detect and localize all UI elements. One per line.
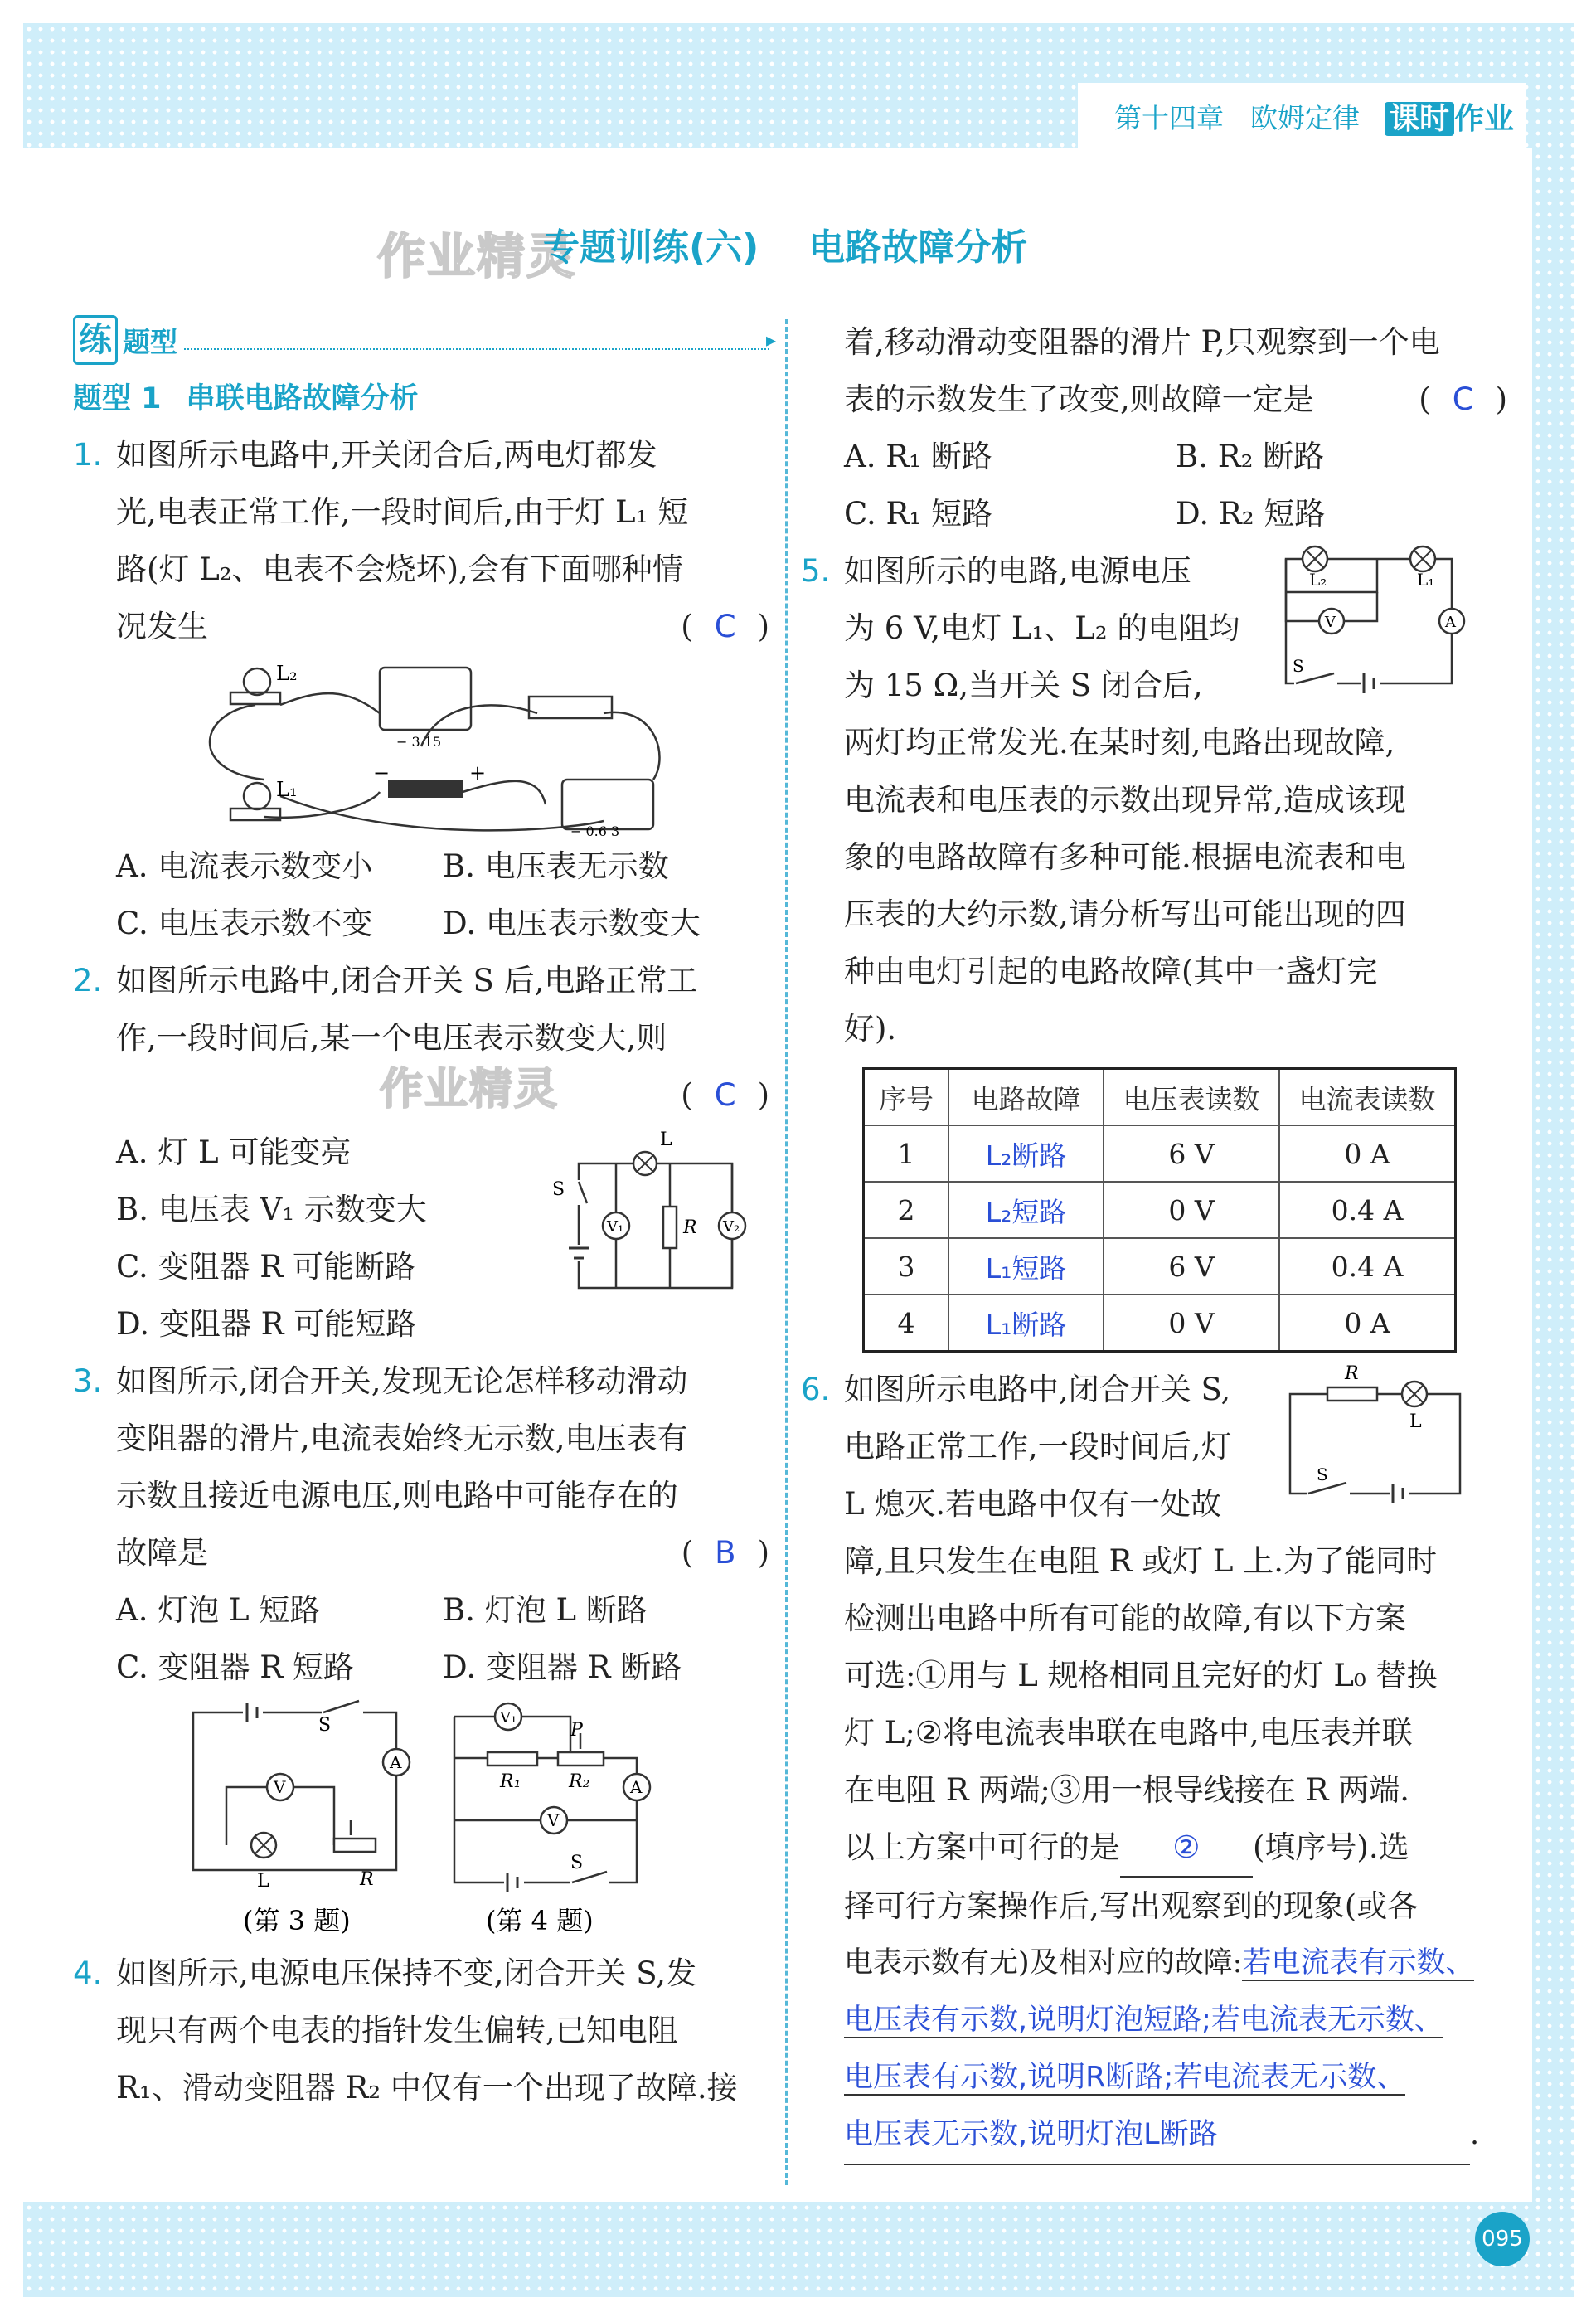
q2-figure: [537, 1130, 761, 1304]
column-divider: [785, 319, 788, 2185]
svg-text:R: R: [1345, 1363, 1359, 1384]
type1-heading: 题型 1 串联电路故障分析: [73, 382, 419, 415]
svg-text:L₂: L₂: [1309, 570, 1327, 590]
svg-text:V: V: [547, 1810, 560, 1830]
svg-text:R: R: [683, 1217, 697, 1238]
answer-1: C: [714, 609, 736, 644]
svg-text:S: S: [570, 1853, 584, 1873]
question-4: 4. 如图所示,电源电压保持不变,闭合开关 S,发 现只有两个电表的指针发生偏转,已知电阻 R₁、滑动变阻器 R₂ 中仅有一个出现了故障.接: [73, 1955, 738, 2106]
svg-text:− 0.6 3: − 0.6 3: [570, 823, 620, 838]
q5-figure: [1261, 542, 1468, 708]
running-header: [1078, 83, 1526, 149]
answer-6-blank: ②: [1172, 1829, 1201, 1865]
svg-text:V₁: V₁: [607, 1218, 624, 1236]
question-6: 6. 如图所示电路中,闭合开关 S, 电路正常工作,一段时间后,灯 L 熄灭.若电路中仅有一处故 R L S 障,且只发生在电阻 R 或灯 L 上.为了能同时 检测出电路中所有可能的故障,有以下方案 可选:①用与 L 规格相同且完好的灯 L₀ 替换 灯 L;②将电流表串联在电路中,电压表并联 在电阻 R 两端;③用一根导线接在 R 两端. 以上方案中可行的是 ② (填序号).选 择可行方案操作后,写出观察到的现象(或各 电表示数有无)及相对应的故障:若电流表有示数、 电压表有示数,说明灯泡短路;若电流表无示数、 电压表有示数,说明R断路;若电流表无示数、 电压表无示数,说明灯泡L断路 .: [801, 1361, 1507, 2165]
svg-text:A: A: [390, 1752, 402, 1772]
svg-text:R₁: R₁: [500, 1771, 521, 1792]
table-row: 4 L₁断路 0 V 0 A: [864, 1295, 1456, 1352]
fault-table: 序号 电路故障 电压表读数 电流表读数 1 L₂断路 6 V 0 A 2 L₂短路 0 V 0.4 A 3 L₁短路 6 V 0.4 A 4 L₁断路 0 V 0 A: [862, 1067, 1457, 1353]
svg-text:S: S: [1317, 1465, 1328, 1484]
svg-text:R: R: [360, 1869, 374, 1890]
svg-text:−: −: [373, 761, 391, 785]
page-title: 专题训练(六) 电路故障分析: [543, 226, 1028, 269]
chapter-label: 第十四章: [1113, 101, 1224, 134]
question-1: 1. 如图所示电路中,开关闭合后,两电灯都发 光,电表正常工作,一段时间后,由于灯 L₁ 短 路(灯 L₂、电表不会烧坏),会有下面哪种情 况发生 ( C ) L₂ L₁ − + − 3 15 − 0.6 3 A. 电流表示数变小 B. 电压表无示数 C. 电压表示数不变 D. 电压表示数变大: [73, 437, 769, 941]
q6-figure: [1273, 1361, 1472, 1518]
bottom-decor-band: [23, 2202, 1574, 2297]
svg-text:V₁: V₁: [500, 1709, 517, 1727]
question-5: 5. 如图所示的电路,电源电压 为 6 V,电灯 L₁、L₂ 的电阻均 为 15 Ω,当开关 S 闭合后, L₂ L₁ V A S 两灯均正常发光.在某时刻,电路出现故障, 电流表和电压表的示数出现异常,造成该现 象的电路故障有多种可能.根据电流表和电 压表的大约示数,请分析写出可能出现的四 种由电灯引起的电路故障(其中一盏灯完 好). 序号 电路故障 电压表读数 电流表读数 1 L₂断路 6 V 0 A 2 L₂短路 0 V 0.4 A 3 L₁短路 6 V 0.4 A 4 L₁断路 0 V 0 A: [801, 542, 1507, 1353]
svg-text:L: L: [257, 1871, 269, 1892]
answer-4: C: [1452, 381, 1474, 417]
watermark: 作业精灵: [380, 1065, 560, 1115]
svg-text:V₂: V₂: [723, 1218, 740, 1236]
svg-text:(第 4 题): (第 4 题): [486, 1905, 594, 1936]
svg-text:V: V: [274, 1777, 286, 1797]
right-column: [801, 313, 1507, 2165]
svg-text:L: L: [1409, 1411, 1422, 1432]
svg-text:V: V: [1325, 614, 1336, 631]
table-row: 3 L₁短路 6 V 0.4 A: [864, 1238, 1456, 1295]
svg-text:(第 3 题): (第 3 题): [243, 1905, 351, 1936]
svg-text:P: P: [570, 1720, 583, 1741]
svg-text:− 3 15: − 3 15: [396, 734, 442, 750]
question-3: 3. 如图所示,闭合开关,发现无论怎样移动滑动 变阻器的滑片,电流表始终无示数,电压表有 示数且接近电源电压,则电路中可能存在的 故障是 ( B ) A. 灯泡 L 短路 B. 灯泡 L 断路 C. 变阻器 R 短路 D. 变阻器 R 断路 S A V L R (第 3 题) V₁ P R₁ R₂ A V S (第 4 题): [73, 1353, 769, 1945]
svg-text:A: A: [630, 1777, 643, 1797]
question-2: 2. 如图所示电路中,闭合开关 S 后,电路正常工 作,一段时间后,某一个电压表示数变大,则 作业精灵 ( C ) A. 灯 L 可能变亮 B. 电压表 V₁ 示数变大 C. 变阻器 R 可能断路 D. 变阻器 R 可能短路 S L R V₁ V₂: [73, 963, 769, 1342]
svg-text:+: +: [469, 761, 487, 785]
svg-text:L₂: L₂: [276, 662, 298, 685]
svg-text:L₁: L₁: [276, 778, 298, 801]
svg-text:L: L: [660, 1130, 672, 1150]
right-decor-band: [1532, 23, 1574, 2287]
svg-text:R₂: R₂: [569, 1771, 590, 1792]
svg-text:S: S: [552, 1179, 565, 1200]
svg-text:L₁: L₁: [1417, 570, 1435, 590]
q3-q4-figures: [73, 1696, 769, 1945]
question-4-cont: 着,移动滑动变阻器的滑片 P,只观察到一个电 表的示数发生了改变,则故障一定是 ( C ) A. R₁ 断路 B. R₂ 断路 C. R₁ 短路 D. R₂ 短路: [844, 324, 1507, 532]
answer-2: C: [714, 1077, 736, 1113]
watermark: 作业精灵: [377, 228, 577, 284]
section-header: 练 题型 ▸: [73, 308, 769, 372]
brand-logo: 课时 作业: [1385, 95, 1514, 138]
svg-text:A: A: [1445, 614, 1456, 631]
left-column: [73, 308, 769, 2116]
page-number: 095: [1475, 2212, 1530, 2266]
table-row: 2 L₂短路 0 V 0.4 A: [864, 1182, 1456, 1238]
table-row: 1 L₂断路 6 V 0 A: [864, 1125, 1456, 1182]
answer-3: B: [715, 1535, 736, 1571]
svg-text:S: S: [1293, 656, 1304, 676]
q1-figure: [73, 655, 769, 838]
topic-label: 欧姆定律: [1249, 101, 1360, 134]
svg-text:S: S: [318, 1715, 332, 1736]
